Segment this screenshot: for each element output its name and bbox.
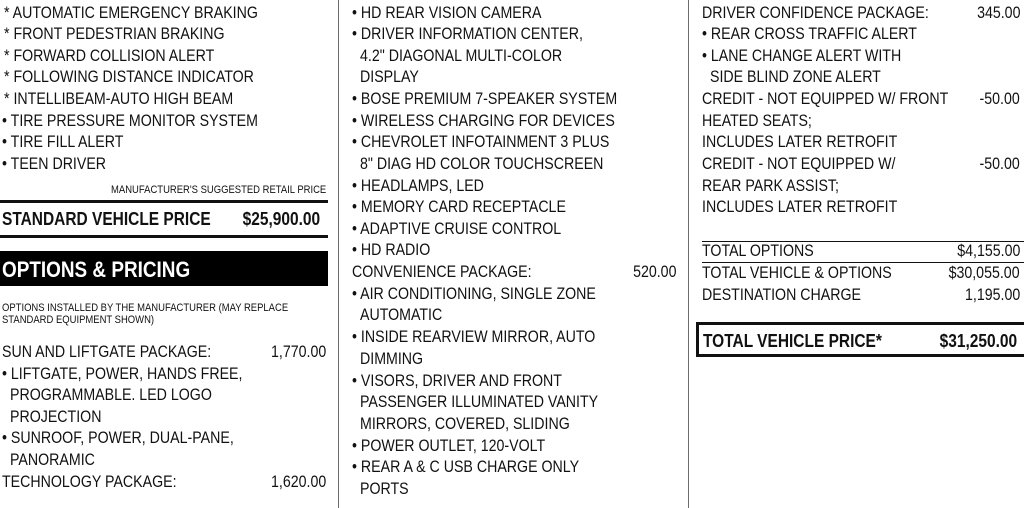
package-item: DIMMING [360, 350, 424, 368]
feature-line: * AUTOMATIC EMERGENCY BRAKING [4, 4, 258, 22]
package-item: • BOSE PREMIUM 7-SPEAKER SYSTEM [352, 90, 618, 108]
credit-line: CREDIT - NOT EQUIPPED W/ FRONT [702, 90, 949, 108]
standard-equipment-column [0, 0, 330, 508]
package-item: • VISORS, DRIVER AND FRONT [352, 372, 562, 390]
feature-line: * FRONT PEDESTRIAN BRAKING [4, 25, 225, 43]
credit-line: INCLUDES LATER RETROFIT [702, 198, 898, 216]
credit-line: HEATED SEATS; [702, 112, 812, 130]
options-note: STANDARD EQUIPMENT SHOWN) [2, 314, 155, 326]
column-divider [688, 0, 689, 508]
package-item: • AIR CONDITIONING, SINGLE ZONE [352, 285, 596, 303]
destination-charge-label: DESTINATION CHARGE [702, 286, 862, 304]
destination-charge-value: 1,195.00 [964, 286, 1020, 304]
feature-line: • TEEN DRIVER [2, 155, 107, 173]
package-item: SIDE BLIND ZONE ALERT [710, 68, 881, 86]
standard-price-label: STANDARD VEHICLE PRICE [2, 209, 211, 229]
package-item: • REAR A & C USB CHARGE ONLY [352, 458, 580, 476]
total-vehicle-price-value: $31,250.00 [939, 331, 1017, 351]
package-label: CONVENIENCE PACKAGE: [352, 263, 532, 281]
package-item: • LIFTGATE, POWER, HANDS FREE, [2, 365, 243, 383]
options-pricing-title: OPTIONS & PRICING [2, 257, 191, 282]
credit-line: REAR PARK ASSIST; [702, 177, 839, 195]
package-price: 1,620.00 [270, 473, 326, 491]
credit-line: CREDIT - NOT EQUIPPED W/ [702, 155, 896, 173]
package-item: • HD REAR VISION CAMERA [352, 4, 542, 22]
package-item: PROJECTION [10, 408, 102, 426]
credit-price: -50.00 [979, 155, 1020, 173]
package-item: PROGRAMMABLE. LED LOGO [10, 386, 212, 404]
options-note: OPTIONS INSTALLED BY THE MANUFACTURER (MAY REPLACE [2, 302, 289, 314]
package-item: AUTOMATIC [360, 306, 443, 324]
package-item: • DRIVER INFORMATION CENTER, [352, 25, 583, 43]
credit-price: -50.00 [979, 90, 1020, 108]
msrp-caption: MANUFACTURER'S SUGGESTED RETAIL PRICE [110, 184, 326, 196]
package-item: MIRRORS, COVERED, SLIDING [360, 415, 570, 433]
package-price: 520.00 [632, 263, 676, 281]
feature-line: * FOLLOWING DISTANCE INDICATOR [4, 68, 254, 86]
package-item: DISPLAY [360, 68, 419, 86]
package-item: • WIRELESS CHARGING FOR DEVICES [352, 112, 615, 130]
column-divider [338, 0, 339, 508]
feature-line: * FORWARD COLLISION ALERT [4, 47, 215, 65]
total-vehicle-options-value: $30,055.00 [948, 264, 1020, 282]
package-item: • MEMORY CARD RECEPTACLE [352, 198, 566, 216]
options-pricing-banner [0, 251, 328, 286]
options-totals-column [696, 0, 1024, 508]
package-item: • HEADLAMPS, LED [352, 177, 484, 195]
package-item: 8" DIAG HD COLOR TOUCHSCREEN [360, 155, 604, 173]
credit-line: INCLUDES LATER RETROFIT [702, 133, 898, 151]
package-item: • ADAPTIVE CRUISE CONTROL [352, 220, 562, 238]
feature-line: * INTELLIBEAM-AUTO HIGH BEAM [4, 90, 234, 108]
package-item: PANORAMIC [10, 451, 95, 469]
feature-line: • TIRE FILL ALERT [2, 133, 124, 151]
total-vehicle-price-label: TOTAL VEHICLE PRICE* [703, 331, 882, 351]
package-label: SUN AND LIFTGATE PACKAGE: [2, 343, 212, 361]
package-label: DRIVER CONFIDENCE PACKAGE: [702, 4, 929, 22]
package-price: 345.00 [976, 4, 1020, 22]
package-label: TECHNOLOGY PACKAGE: [2, 473, 177, 491]
package-item: • CHEVROLET INFOTAINMENT 3 PLUS [352, 133, 610, 151]
package-item: PASSENGER ILLUMINATED VANITY [360, 393, 599, 411]
feature-line: • TIRE PRESSURE MONITOR SYSTEM [2, 112, 258, 130]
standard-price-box [0, 200, 328, 238]
package-item: 4.2" DIAGONAL MULTI-COLOR [360, 47, 563, 65]
standard-price-value: $25,900.00 [242, 209, 320, 229]
total-vehicle-price-box [696, 322, 1024, 357]
total-options-label: TOTAL OPTIONS [702, 242, 814, 260]
package-item: • POWER OUTLET, 120-VOLT [352, 437, 546, 455]
total-vehicle-options-label: TOTAL VEHICLE & OPTIONS [702, 264, 892, 282]
package-item: • LANE CHANGE ALERT WITH [702, 47, 902, 65]
package-item: • REAR CROSS TRAFFIC ALERT [702, 25, 917, 43]
total-options-value: $4,155.00 [956, 242, 1020, 260]
package-item: • INSIDE REARVIEW MIRROR, AUTO [352, 328, 596, 346]
package-item: • HD RADIO [352, 241, 431, 259]
technology-convenience-column [348, 0, 684, 508]
package-price: 1,770.00 [270, 343, 326, 361]
package-item: PORTS [360, 480, 409, 498]
package-item: • SUNROOF, POWER, DUAL-PANE, [2, 429, 234, 447]
